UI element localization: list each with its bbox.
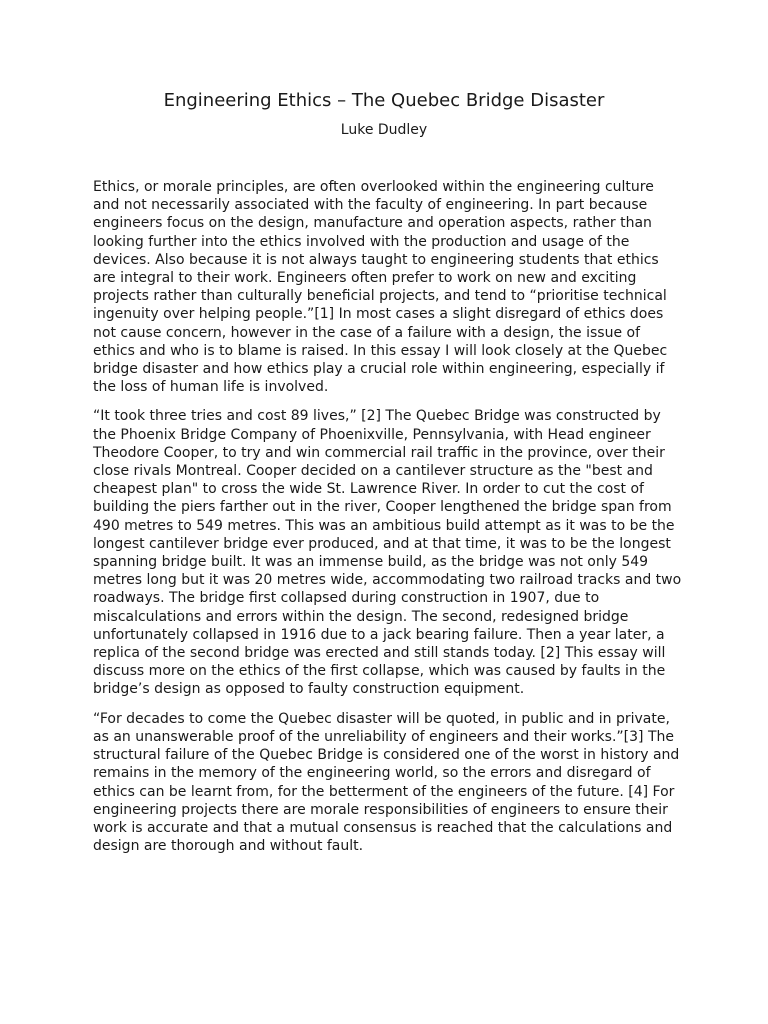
paragraph-3: “For decades to come the Quebec disaster will be quoted, in public and in private, as an unanswerable proof of the unreliability of engineers and their works.”[3] The structural failure of the Quebec Bridge is considered one of the worst in history and remains in the memory of the engineering world, so the errors and disregard of ethics can be learnt from, for the betterment of the engineers of the future. [4] For engineering projects there are morale responsibilities of engineers to ensure their work is accurate and that a mutual consensus is reached that the calculations and design are thorough and without fault. — [93, 710, 680, 855]
paragraph-2: “It took three tries and cost 89 lives,” [2] The Quebec Bridge was constructed by the Phoenix Bridge Company of Phoenixville, Pennsylvania, with Head engineer Theodore Cooper, to try and win commercial rail traffic in the province, over their close rivals Montreal. Cooper decided on a cantilever structure as the "best and cheapest plan" to cross the wide St. Lawrence River. In order to cut the cost of building the piers farther out in the river, Cooper lengthened the bridge span from 490 metres to 549 metres. This was an ambitious build attempt as it was to be the longest cantilever bridge ever produced, and at that time, it was to be the longest spanning bridge built. It was an immense build, as the bridge was not only 549 metres long but it was 20 metres wide, accommodating two railroad tracks and two roadways. The bridge first collapsed during construction in 1907, due to miscalculations and errors within the design. The second, redesigned bridge unfortunately collapsed in 1916 due to a jack bearing failure. Then a year later, a replica of the second bridge was erected and still stands today. [2] This essay will discuss more on the ethics of the first collapse, which was caused by faults in the bridge’s design as opposed to faulty construction equipment. — [93, 408, 682, 698]
document-body — [93, 178, 683, 866]
document-title: Engineering Ethics – The Quebec Bridge Disaster — [163, 90, 605, 111]
paragraph-1: Ethics, or morale principles, are often overlooked within the engineering culture and not necessarily associated with the faculty of engineering. In part because engineers focus on the design, manufacture and operation aspects, rather than looking further into the ethics involved with the production and usage of the devices. Also because it is not always taught to engineering students that ethics are integral to their work. Engineers often prefer to work on new and exciting projects rather than culturally beneficial projects, and tend to “prioritise technical ingenuity over helping people.”[1] In most cases a slight disregard of ethics does not cause concern, however in the case of a failure with a design, the issue of ethics and who is to blame is raised. In this essay I will look closely at the Quebec bridge disaster and how ethics play a crucial role within engineering, especially if the loss of human life is involved. — [93, 179, 668, 396]
document-author: Luke Dudley — [340, 122, 428, 138]
